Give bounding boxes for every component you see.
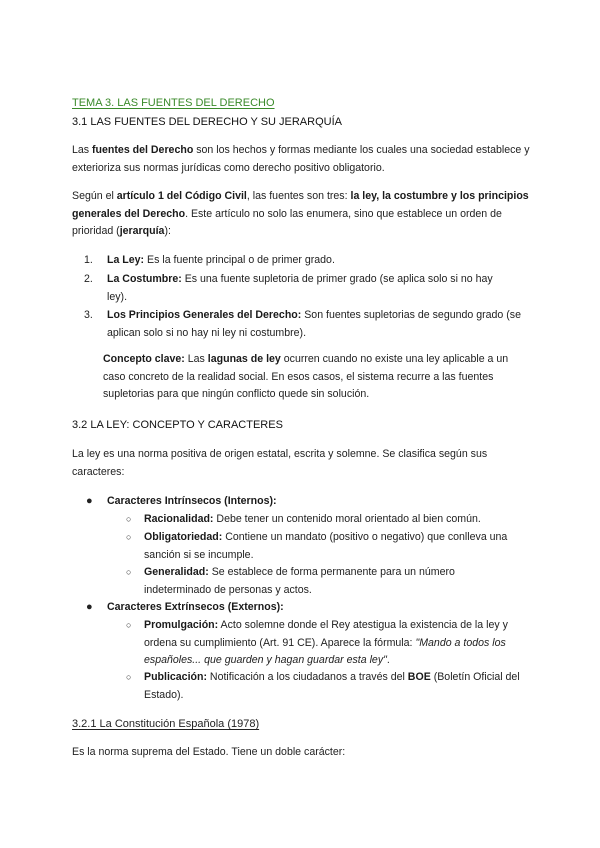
text: . Este artículo no solo las enumera, sino que establece un orden de prioridad ( — [72, 207, 502, 238]
text: Notificación a los ciudadanos a través del — [206, 671, 408, 683]
paragraph-ley-intro: La ley es una norma positiva de origen estatal, escrita y solemne. Se clasifica según sus caracteres: — [72, 448, 488, 478]
text: Son fuentes supletorias de segundo grado (se aplican solo si no hay ni ley ni costumbre). — [107, 309, 521, 339]
text: Según el — [72, 190, 117, 202]
text: Las — [72, 144, 93, 156]
paragraph-articulo-1 — [72, 188, 532, 241]
list-number: 1. — [84, 254, 93, 266]
list-item-text — [144, 617, 529, 670]
text: . — [386, 654, 390, 667]
paragraph-fuentes-definition — [72, 142, 532, 177]
text: Contiene un mandato (positivo o negativo) que conlleva una sanción si se incumple. — [144, 531, 508, 561]
text: ocurren cuando no existe una ley aplicable a un caso concreto de la realidad social. En esos casos, el sistema recurre a las fuentes supletorias para que ningún conflicto quede sin solución. — [103, 353, 509, 401]
text: Se establece de forma permanente para un número indeterminado de personas y actos. — [144, 566, 455, 596]
list-item-text — [144, 669, 529, 704]
bullet-disc-icon: ● — [86, 601, 93, 613]
bullet-circle-icon: ○ — [126, 532, 132, 542]
list-number: 3. — [84, 309, 93, 321]
heading-3-1: 3.1 LAS FUENTES DEL DERECHO Y SU JERARQUÍA — [72, 116, 342, 128]
list-item-text — [107, 307, 537, 342]
sources-numbered-list — [0, 252, 600, 342]
text: , las fuentes son tres: — [246, 190, 351, 202]
bold-term: Caracteres Extrínsecos (Externos): — [107, 601, 284, 613]
italic-quote: "Mando a todos los españoles... que guarden y hagan guardar esta ley" — [144, 636, 506, 667]
text: son los hechos y formas mediante los cuales una sociedad establece y exterioriza sus normas jurídicas como derecho positivo obligatorio. — [72, 144, 530, 174]
document-title: TEMA 3. LAS FUENTES DEL DERECHO — [72, 97, 275, 109]
list-item-text — [144, 511, 529, 529]
text: Las — [184, 353, 208, 365]
bold-term: lagunas de ley — [207, 353, 281, 365]
heading-3-2: 3.2 LA LEY: CONCEPTO Y CARACTERES — [72, 419, 283, 431]
bold-term: Promulgación: — [144, 619, 219, 631]
bullet-circle-icon: ○ — [126, 620, 132, 630]
bold-term: Obligatoriedad: — [144, 531, 223, 543]
bold-term: Publicación: — [144, 671, 207, 683]
text: Acto solemne donde el Rey atestigua la existencia de la ley y ordena su cumplimiento (Art. 91 CE). Aparece la fórmula: — [144, 619, 508, 649]
bold-term: La Costumbre: — [107, 273, 182, 285]
bold-term: Los Principios Generales del Derecho: — [107, 309, 302, 321]
text: (Boletín Oficial del Estado). — [144, 671, 520, 701]
bold-term: Concepto clave: — [103, 353, 185, 365]
bold-term: Generalidad: — [144, 566, 209, 578]
list-item-text — [144, 529, 529, 564]
bold-term: Racionalidad: — [144, 513, 214, 525]
list-number: 2. — [84, 273, 93, 285]
bold-term: La Ley: — [107, 254, 145, 266]
text: ): — [164, 225, 171, 238]
bullet-disc-icon: ● — [86, 495, 93, 507]
bold-term: la ley, la costumbre y los principios generales del Derecho — [72, 190, 529, 220]
bullet-circle-icon: ○ — [126, 567, 132, 577]
list-item-text — [144, 564, 514, 599]
bold-term: Caracteres Intrínsecos (Internos): — [107, 495, 277, 507]
bullet-circle-icon: ○ — [126, 672, 132, 682]
caracteres-bullet-list — [0, 493, 600, 703]
text: Es una fuente supletoria de primer grado (se aplica solo si no hay ley). — [107, 273, 493, 303]
bullet-circle-icon: ○ — [126, 514, 132, 524]
callout-concepto-clave — [103, 351, 523, 404]
text: Debe tener un contenido moral orientado al bien común. — [213, 513, 481, 525]
list-item-text — [107, 252, 537, 270]
bold-term: jerarquía — [119, 225, 165, 238]
bold-term: fuentes del Derecho — [92, 144, 194, 156]
bold-term: BOE — [407, 671, 431, 683]
text: Es la fuente principal o de primer grado. — [144, 254, 335, 266]
list-item-text — [107, 271, 499, 306]
paragraph-constitucion: Es la norma suprema del Estado. Tiene un doble carácter: — [72, 746, 346, 758]
heading-3-2-1: 3.2.1 La Constitución Española (1978) — [72, 718, 260, 730]
bold-term: artículo 1 del Código Civil — [116, 190, 247, 202]
